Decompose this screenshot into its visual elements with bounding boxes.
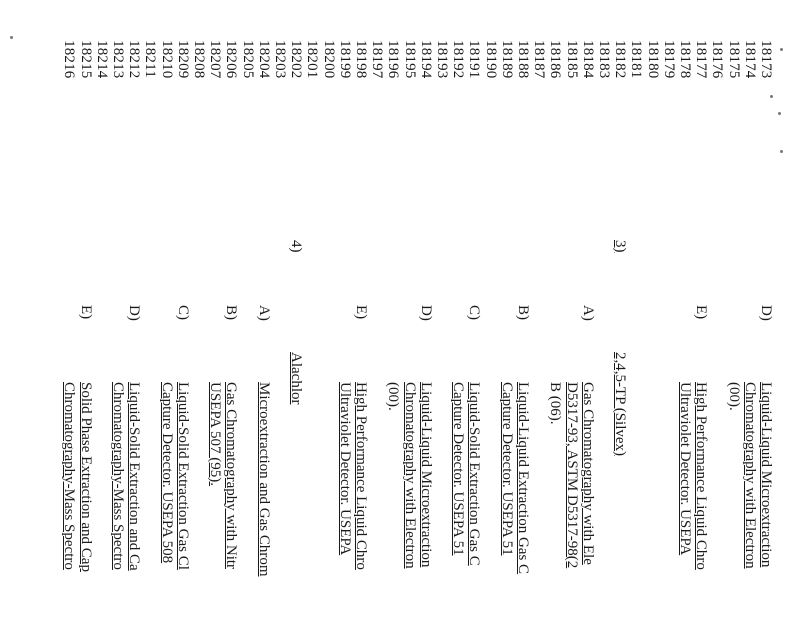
line-text: C) xyxy=(174,305,191,320)
line-number: 18173 xyxy=(758,40,774,79)
document-line xyxy=(304,0,320,618)
line-number: 18194 xyxy=(417,40,434,79)
line-text: Liquid-Liquid Microextraction xyxy=(417,382,434,568)
document-line xyxy=(94,0,110,618)
line-text: B (06). xyxy=(547,382,564,425)
line-number: 18189 xyxy=(498,40,515,79)
document-line xyxy=(450,0,466,618)
line-number: 18195 xyxy=(401,40,418,79)
line-number: 18193 xyxy=(434,40,450,79)
line-text: E) xyxy=(693,305,710,320)
line-number: 18178 xyxy=(677,40,693,79)
document-line xyxy=(580,0,596,618)
document-line xyxy=(223,0,239,618)
line-text: Liquid-Solid Extraction and Ca xyxy=(126,382,143,571)
line-text: Capture Detector. USEPA 51 xyxy=(450,382,467,556)
line-number: 18192 xyxy=(450,40,467,79)
line-number: 18211 xyxy=(142,40,159,78)
line-text: 4) xyxy=(288,240,305,253)
line-number: 18203 xyxy=(272,40,288,79)
document-line xyxy=(175,0,191,618)
line-number: 18190 xyxy=(482,40,499,79)
line-number: 18181 xyxy=(628,40,645,79)
line-number: 18201 xyxy=(304,40,321,79)
document-line xyxy=(401,0,417,618)
line-number: 18212 xyxy=(126,40,143,79)
line-text: A) xyxy=(579,305,596,321)
document-line xyxy=(256,0,272,618)
line-number: 18196 xyxy=(385,40,402,79)
line-text: D) xyxy=(758,305,774,321)
line-number: 18188 xyxy=(515,40,531,79)
line-number: 18216 xyxy=(61,40,78,79)
line-text: (00). xyxy=(385,382,402,411)
document-line xyxy=(742,0,758,618)
document-line xyxy=(61,0,77,618)
line-text: Gas Chromatography with Nitr xyxy=(223,382,240,570)
line-text: High Performance Liquid Chro xyxy=(693,382,710,570)
line-text: 2,4,5-TP (Silvex) xyxy=(612,352,629,457)
document-line xyxy=(499,0,515,618)
line-number: 18213 xyxy=(110,40,126,79)
line-text: B) xyxy=(223,305,240,320)
line-text: Ultraviolet Detector. USEPA xyxy=(677,382,693,556)
line-text: Chromatography with Electron xyxy=(401,382,418,569)
line-number: 18206 xyxy=(223,40,240,79)
line-text: Microextraction and Gas Chrom xyxy=(255,382,272,577)
document-line xyxy=(158,0,174,618)
document-line xyxy=(142,0,158,618)
line-text: Solid Phase Extraction and Cap xyxy=(77,382,94,572)
line-text: USEPA 507 (95). xyxy=(207,382,224,487)
document-line xyxy=(466,0,482,618)
line-text: C) xyxy=(466,305,483,320)
document-line xyxy=(110,0,126,618)
document-line xyxy=(515,0,531,618)
line-text: E) xyxy=(77,305,94,320)
line-number: 18186 xyxy=(547,40,564,79)
line-number: 18175 xyxy=(725,40,742,79)
document-line xyxy=(337,0,353,618)
document-line xyxy=(126,0,142,618)
line-number: 18215 xyxy=(77,40,94,79)
line-number: 18202 xyxy=(288,40,305,79)
line-text: E) xyxy=(353,305,369,320)
document-line xyxy=(482,0,498,618)
document-line xyxy=(239,0,255,618)
line-text: Alachlor xyxy=(288,352,305,405)
line-number: 18176 xyxy=(709,40,726,79)
line-number: 18200 xyxy=(320,40,337,79)
line-number: 18210 xyxy=(158,40,175,79)
document-line xyxy=(628,0,644,618)
document-line xyxy=(644,0,660,618)
document-line xyxy=(661,0,677,618)
document-line xyxy=(288,0,304,618)
document-line xyxy=(418,0,434,618)
line-text: Chromatography-Mass Spectro xyxy=(110,382,126,570)
line-number: 18177 xyxy=(693,40,710,79)
document-line xyxy=(207,0,223,618)
line-number: 18214 xyxy=(93,40,110,79)
line-number: 18174 xyxy=(741,40,758,79)
document-line xyxy=(725,0,741,618)
line-number: 18205 xyxy=(239,40,256,79)
line-number: 18185 xyxy=(563,40,580,79)
line-text: High Performance Liquid Chro xyxy=(353,382,369,570)
line-text: B) xyxy=(515,305,531,320)
line-number: 18179 xyxy=(660,40,677,79)
document-line xyxy=(320,0,336,618)
document-line xyxy=(385,0,401,618)
line-text: Liquid-Liquid Microextraction xyxy=(758,382,774,568)
document-line xyxy=(758,0,774,618)
line-number: 18209 xyxy=(174,40,191,79)
document-line xyxy=(369,0,385,618)
document-line xyxy=(353,0,369,618)
line-text: Chromatography-Mass Spectro xyxy=(61,382,78,570)
line-number: 18199 xyxy=(336,40,353,79)
line-text: D) xyxy=(126,305,143,321)
line-number: 18180 xyxy=(644,40,661,79)
document-line xyxy=(563,0,579,618)
document-line xyxy=(77,0,93,618)
document-line xyxy=(693,0,709,618)
document-line xyxy=(612,0,628,618)
document-line xyxy=(709,0,725,618)
line-number: 18207 xyxy=(207,40,224,79)
line-text: Ultraviolet Detector. USEPA xyxy=(336,382,353,556)
line-text: (00). xyxy=(725,382,742,411)
document-line xyxy=(434,0,450,618)
line-text: Capture Detector. USEPA 508 xyxy=(158,382,175,564)
line-text: Chromatography with Electron xyxy=(741,382,758,569)
line-number: 18191 xyxy=(466,40,483,79)
line-text: D) xyxy=(417,305,434,321)
line-text: Gas Chromatography with Ele xyxy=(579,382,596,565)
line-text: D5317-93, ASTM D5317-98(2 xyxy=(563,382,580,569)
line-text: Capture Detector. USEPA 51 xyxy=(498,382,515,556)
line-text: Liquid-Solid Extraction Gas C xyxy=(466,382,483,566)
line-number: 18208 xyxy=(191,40,207,79)
document-line xyxy=(531,0,547,618)
document-line xyxy=(191,0,207,618)
line-number: 18184 xyxy=(579,40,596,79)
line-number: 18187 xyxy=(531,40,548,79)
line-text: Liquid-Solid Extraction Gas Cl xyxy=(174,382,191,570)
line-number: 18204 xyxy=(255,40,272,79)
line-number: 18197 xyxy=(369,40,386,79)
document-line xyxy=(596,0,612,618)
document-line xyxy=(272,0,288,618)
line-number: 18183 xyxy=(596,40,612,79)
line-text: A) xyxy=(255,305,272,321)
line-number: 18198 xyxy=(353,40,369,79)
line-text: 3) xyxy=(612,240,629,253)
line-number: 18182 xyxy=(612,40,629,79)
line-text: Liquid-Liquid Extraction Gas C xyxy=(515,382,531,575)
document-line xyxy=(547,0,563,618)
document-line xyxy=(677,0,693,618)
